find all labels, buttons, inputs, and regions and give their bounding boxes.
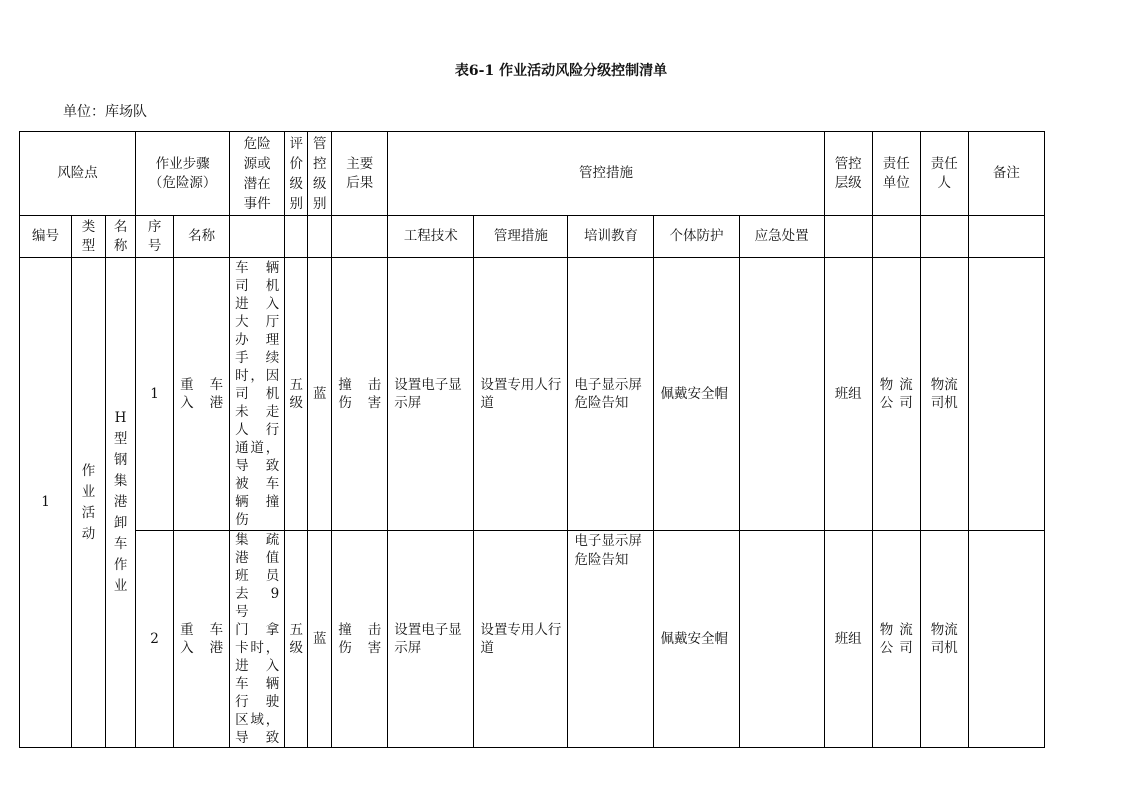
sub-code: 编号 bbox=[20, 216, 72, 258]
row-seq: 2 bbox=[136, 531, 174, 748]
row-resp-person: 物流 司机 bbox=[920, 258, 968, 531]
header-control-measures: 管控措施 bbox=[388, 132, 824, 216]
row-ppe: 佩戴安全帽 bbox=[654, 258, 739, 531]
sub-seq: 序 号 bbox=[136, 216, 174, 258]
sub-consequence-empty bbox=[332, 216, 388, 258]
table-row bbox=[20, 258, 1045, 531]
row-emergency bbox=[739, 531, 824, 748]
header-resp-unit: 责任 单位 bbox=[872, 132, 920, 216]
row-resp-person: 物流 司机 bbox=[920, 531, 968, 748]
sub-unit-empty bbox=[872, 216, 920, 258]
table-row bbox=[20, 531, 1045, 748]
sub-ppe: 个体防护 bbox=[654, 216, 739, 258]
row-eval-level: 五 级 bbox=[285, 531, 308, 748]
sub-training: 培训教育 bbox=[568, 216, 654, 258]
sub-emergency: 应急处置 bbox=[739, 216, 824, 258]
document-title: 表6-1 作业活动风险分级控制清单 bbox=[454, 63, 668, 79]
sub-level-empty bbox=[824, 216, 872, 258]
row-training: 电子显示屏危险告知 bbox=[568, 258, 654, 531]
header-risk-point: 风险点 bbox=[20, 132, 136, 216]
sub-management: 管理措施 bbox=[474, 216, 568, 258]
row-resp-unit: 物 流 公司 bbox=[872, 531, 920, 748]
row-hazard: 集 疏 港 值 班 员 去 9 号 门 拿 卡时， 进 入 车 辆 行 驶 区域， 导 致 bbox=[230, 531, 285, 748]
row-seq: 1 bbox=[136, 258, 174, 531]
header-remark: 备注 bbox=[968, 132, 1044, 216]
header-resp-person: 责任 人 bbox=[920, 132, 968, 216]
header-control-grade: 管 控 级 别 bbox=[308, 132, 332, 216]
risk-control-table bbox=[19, 131, 1045, 748]
row-control-grade: 蓝 bbox=[308, 258, 332, 531]
row-control-grade: 蓝 bbox=[308, 531, 332, 748]
header-eval-level: 评 价 级 别 bbox=[285, 132, 308, 216]
row-engineering: 设置电子显示屏 bbox=[388, 531, 474, 748]
unit-label: 单位：库场队 bbox=[63, 104, 147, 120]
row-control-level: 班组 bbox=[824, 258, 872, 531]
sub-name: 名 称 bbox=[106, 216, 136, 258]
sub-remark-empty bbox=[968, 216, 1044, 258]
row-management: 设置专用人行道 bbox=[474, 258, 568, 531]
row-consequence: 撞 击 伤害 bbox=[332, 531, 388, 748]
row-training: 电子显示屏危险告知 bbox=[568, 531, 654, 748]
sub-hazard-empty bbox=[230, 216, 285, 258]
row-resp-unit: 物 流 公司 bbox=[872, 258, 920, 531]
sub-type: 类 型 bbox=[72, 216, 106, 258]
header-work-step: 作业步骤 （危险源） bbox=[136, 132, 230, 216]
row-consequence: 撞 击 伤害 bbox=[332, 258, 388, 531]
row-control-level: 班组 bbox=[824, 531, 872, 748]
row-ppe: 佩戴安全帽 bbox=[654, 531, 739, 748]
header-row-1 bbox=[20, 132, 1045, 216]
header-row-2 bbox=[20, 216, 1045, 258]
header-consequence: 主要 后果 bbox=[332, 132, 388, 216]
row-remark bbox=[968, 531, 1044, 748]
header-hazard: 危险 源或 潜在 事件 bbox=[230, 132, 285, 216]
sub-person-empty bbox=[920, 216, 968, 258]
sub-engineering: 工程技术 bbox=[388, 216, 474, 258]
sub-grade-empty bbox=[308, 216, 332, 258]
row-hazard: 车 辆 司 机 进 入 大 厅 办 理 手 续 时，因 司 机 未 走 人 行 通道， 导 致 被 车 辆 撞 伤 bbox=[230, 258, 285, 531]
risk-point-code: 1 bbox=[20, 258, 72, 748]
row-emergency bbox=[739, 258, 824, 531]
risk-point-type: 作 业 活 动 bbox=[72, 258, 106, 748]
header-control-level: 管控 层级 bbox=[824, 132, 872, 216]
risk-point-name: H 型 钢 集 港 卸 车 作 业 bbox=[106, 258, 136, 748]
row-engineering: 设置电子显示屏 bbox=[388, 258, 474, 531]
row-step-name: 重 车 入港 bbox=[174, 258, 230, 531]
row-management: 设置专用人行道 bbox=[474, 531, 568, 748]
sub-step-name: 名称 bbox=[174, 216, 230, 258]
row-step-name: 重 车 入港 bbox=[174, 531, 230, 748]
sub-eval-empty bbox=[285, 216, 308, 258]
row-remark bbox=[968, 258, 1044, 531]
row-eval-level: 五 级 bbox=[285, 258, 308, 531]
